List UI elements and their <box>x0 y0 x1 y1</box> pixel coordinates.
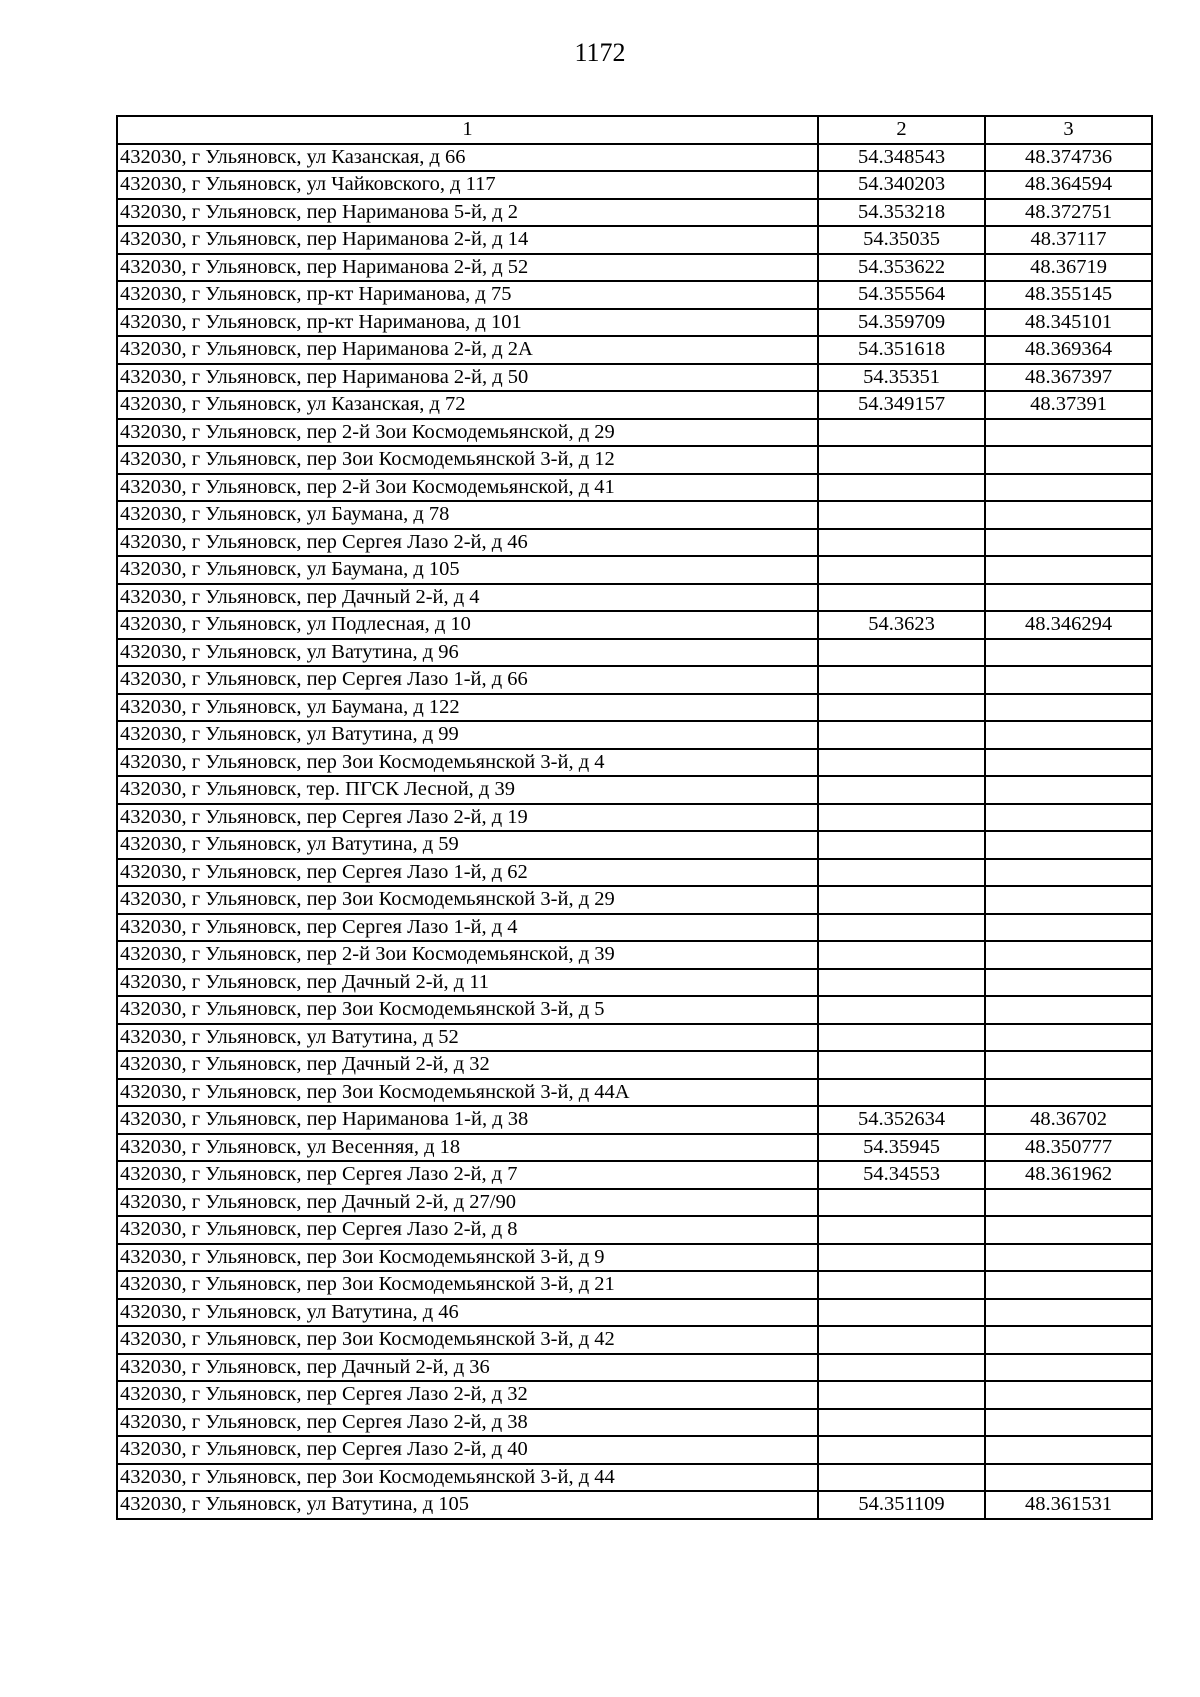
longitude-cell <box>985 1326 1152 1354</box>
table-row <box>117 336 1152 364</box>
address-cell: 432030, г Ульяновск, пер Сергея Лазо 2-й, д 8 <box>117 1216 818 1244</box>
longitude-cell <box>985 749 1152 777</box>
table-row <box>117 1024 1152 1052</box>
address-cell: 432030, г Ульяновск, пер Дачный 2-й, д 32 <box>117 1051 818 1079</box>
longitude-cell: 48.345101 <box>985 309 1152 337</box>
table-row <box>117 171 1152 199</box>
latitude-cell <box>818 694 985 722</box>
longitude-cell: 48.355145 <box>985 281 1152 309</box>
address-cell: 432030, г Ульяновск, пер 2-й Зои Космодемьянской, д 41 <box>117 474 818 502</box>
table-row <box>117 1216 1152 1244</box>
longitude-cell <box>985 804 1152 832</box>
address-cell: 432030, г Ульяновск, пер Зои Космодемьянской 3-й, д 4 <box>117 749 818 777</box>
address-cell: 432030, г Ульяновск, пер Зои Космодемьянской 3-й, д 5 <box>117 996 818 1024</box>
table-row <box>117 226 1152 254</box>
latitude-cell: 54.3623 <box>818 611 985 639</box>
address-cell: 432030, г Ульяновск, пер Зои Космодемьянской 3-й, д 44 <box>117 1464 818 1492</box>
longitude-cell: 48.374736 <box>985 144 1152 172</box>
table-row <box>117 1051 1152 1079</box>
longitude-cell <box>985 1244 1152 1272</box>
table-row <box>117 1464 1152 1492</box>
longitude-cell <box>985 831 1152 859</box>
latitude-cell <box>818 1464 985 1492</box>
latitude-cell: 54.351618 <box>818 336 985 364</box>
latitude-cell <box>818 941 985 969</box>
table-row <box>117 501 1152 529</box>
longitude-cell <box>985 639 1152 667</box>
longitude-cell <box>985 721 1152 749</box>
table-row <box>117 1079 1152 1107</box>
longitude-cell: 48.36702 <box>985 1106 1152 1134</box>
latitude-cell <box>818 501 985 529</box>
latitude-cell <box>818 776 985 804</box>
table-row <box>117 611 1152 639</box>
table-row <box>117 941 1152 969</box>
address-table-container <box>116 115 1153 1520</box>
latitude-cell <box>818 1409 985 1437</box>
table-row <box>117 721 1152 749</box>
address-cell: 432030, г Ульяновск, ул Ватутина, д 96 <box>117 639 818 667</box>
table-row <box>117 474 1152 502</box>
address-cell: 432030, г Ульяновск, пер Сергея Лазо 2-й, д 46 <box>117 529 818 557</box>
table-row <box>117 1436 1152 1464</box>
address-cell: 432030, г Ульяновск, пер Зои Космодемьянской 3-й, д 42 <box>117 1326 818 1354</box>
table-row <box>117 1299 1152 1327</box>
latitude-cell <box>818 859 985 887</box>
table-row <box>117 859 1152 887</box>
longitude-cell <box>985 859 1152 887</box>
longitude-cell <box>985 1024 1152 1052</box>
longitude-cell <box>985 584 1152 612</box>
longitude-cell: 48.350777 <box>985 1134 1152 1162</box>
latitude-cell <box>818 804 985 832</box>
column-header-2: 2 <box>818 116 985 144</box>
latitude-cell <box>818 1024 985 1052</box>
latitude-cell <box>818 1244 985 1272</box>
latitude-cell: 54.353218 <box>818 199 985 227</box>
latitude-cell <box>818 446 985 474</box>
table-header-row <box>117 116 1152 144</box>
table-row <box>117 1381 1152 1409</box>
longitude-cell <box>985 1216 1152 1244</box>
address-cell: 432030, г Ульяновск, пер Сергея Лазо 2-й, д 32 <box>117 1381 818 1409</box>
latitude-cell <box>818 1299 985 1327</box>
table-row <box>117 1271 1152 1299</box>
table-row <box>117 364 1152 392</box>
address-cell: 432030, г Ульяновск, пер Дачный 2-й, д 36 <box>117 1354 818 1382</box>
longitude-cell <box>985 1299 1152 1327</box>
latitude-cell <box>818 721 985 749</box>
table-row <box>117 281 1152 309</box>
address-cell: 432030, г Ульяновск, пер Зои Космодемьянской 3-й, д 12 <box>117 446 818 474</box>
longitude-cell <box>985 694 1152 722</box>
longitude-cell <box>985 1189 1152 1217</box>
address-cell: 432030, г Ульяновск, ул Казанская, д 66 <box>117 144 818 172</box>
table-row <box>117 446 1152 474</box>
latitude-cell <box>818 666 985 694</box>
address-cell: 432030, г Ульяновск, ул Чайковского, д 117 <box>117 171 818 199</box>
address-cell: 432030, г Ульяновск, ул Ватутина, д 59 <box>117 831 818 859</box>
latitude-cell <box>818 831 985 859</box>
column-header-3: 3 <box>985 116 1152 144</box>
address-cell: 432030, г Ульяновск, пер Сергея Лазо 1-й, д 62 <box>117 859 818 887</box>
table-row <box>117 1491 1152 1519</box>
address-cell: 432030, г Ульяновск, пер 2-й Зои Космодемьянской, д 39 <box>117 941 818 969</box>
longitude-cell: 48.36719 <box>985 254 1152 282</box>
latitude-cell: 54.35945 <box>818 1134 985 1162</box>
table-row <box>117 996 1152 1024</box>
table-row <box>117 419 1152 447</box>
longitude-cell <box>985 419 1152 447</box>
latitude-cell: 54.349157 <box>818 391 985 419</box>
address-cell: 432030, г Ульяновск, пер Зои Космодемьянской 3-й, д 44А <box>117 1079 818 1107</box>
address-cell: 432030, г Ульяновск, пер Нариманова 2-й, д 14 <box>117 226 818 254</box>
latitude-cell <box>818 996 985 1024</box>
latitude-cell: 54.348543 <box>818 144 985 172</box>
table-row <box>117 1244 1152 1272</box>
address-cell: 432030, г Ульяновск, пер Нариманова 1-й, д 38 <box>117 1106 818 1134</box>
longitude-cell: 48.372751 <box>985 199 1152 227</box>
longitude-cell <box>985 666 1152 694</box>
table-row <box>117 776 1152 804</box>
address-cell: 432030, г Ульяновск, пер Сергея Лазо 2-й, д 19 <box>117 804 818 832</box>
address-cell: 432030, г Ульяновск, пер Дачный 2-й, д 11 <box>117 969 818 997</box>
address-cell: 432030, г Ульяновск, пер Зои Космодемьянской 3-й, д 9 <box>117 1244 818 1272</box>
address-cell: 432030, г Ульяновск, пер Сергея Лазо 1-й, д 4 <box>117 914 818 942</box>
address-cell: 432030, г Ульяновск, ул Подлесная, д 10 <box>117 611 818 639</box>
latitude-cell <box>818 914 985 942</box>
address-cell: 432030, г Ульяновск, ул Казанская, д 72 <box>117 391 818 419</box>
table-row <box>117 666 1152 694</box>
address-cell: 432030, г Ульяновск, ул Ватутина, д 105 <box>117 1491 818 1519</box>
table-row <box>117 749 1152 777</box>
latitude-cell <box>818 474 985 502</box>
address-cell: 432030, г Ульяновск, пер Дачный 2-й, д 4 <box>117 584 818 612</box>
longitude-cell <box>985 1271 1152 1299</box>
address-cell: 432030, г Ульяновск, пр-кт Нариманова, д 101 <box>117 309 818 337</box>
table-row <box>117 309 1152 337</box>
table-row <box>117 1189 1152 1217</box>
table-row <box>117 694 1152 722</box>
table-row <box>117 199 1152 227</box>
latitude-cell <box>818 969 985 997</box>
latitude-cell <box>818 1326 985 1354</box>
table-row <box>117 1326 1152 1354</box>
longitude-cell: 48.369364 <box>985 336 1152 364</box>
longitude-cell <box>985 1464 1152 1492</box>
table-row <box>117 556 1152 584</box>
address-cell: 432030, г Ульяновск, ул Ватутина, д 46 <box>117 1299 818 1327</box>
longitude-cell <box>985 1409 1152 1437</box>
address-table <box>116 115 1153 1520</box>
longitude-cell: 48.361962 <box>985 1161 1152 1189</box>
latitude-cell <box>818 419 985 447</box>
table-row <box>117 254 1152 282</box>
latitude-cell: 54.35351 <box>818 364 985 392</box>
longitude-cell <box>985 914 1152 942</box>
latitude-cell <box>818 1051 985 1079</box>
address-cell: 432030, г Ульяновск, пер Сергея Лазо 2-й, д 7 <box>117 1161 818 1189</box>
address-cell: 432030, г Ульяновск, пер Зои Космодемьянской 3-й, д 21 <box>117 1271 818 1299</box>
longitude-cell <box>985 556 1152 584</box>
table-row <box>117 969 1152 997</box>
longitude-cell <box>985 1381 1152 1409</box>
table-row <box>117 391 1152 419</box>
latitude-cell <box>818 1216 985 1244</box>
longitude-cell: 48.367397 <box>985 364 1152 392</box>
latitude-cell <box>818 1079 985 1107</box>
address-cell: 432030, г Ульяновск, пер Сергея Лазо 1-й, д 66 <box>117 666 818 694</box>
table-row <box>117 1106 1152 1134</box>
table-row <box>117 886 1152 914</box>
table-row <box>117 529 1152 557</box>
longitude-cell <box>985 996 1152 1024</box>
address-cell: 432030, г Ульяновск, пер 2-й Зои Космодемьянской, д 29 <box>117 419 818 447</box>
latitude-cell <box>818 1381 985 1409</box>
table-row <box>117 1409 1152 1437</box>
longitude-cell <box>985 501 1152 529</box>
table-row <box>117 639 1152 667</box>
longitude-cell <box>985 446 1152 474</box>
longitude-cell <box>985 1354 1152 1382</box>
address-cell: 432030, г Ульяновск, ул Баумана, д 122 <box>117 694 818 722</box>
longitude-cell: 48.37391 <box>985 391 1152 419</box>
longitude-cell <box>985 474 1152 502</box>
latitude-cell <box>818 886 985 914</box>
address-cell: 432030, г Ульяновск, ул Баумана, д 105 <box>117 556 818 584</box>
table-row <box>117 804 1152 832</box>
column-header-1: 1 <box>117 116 818 144</box>
table-row <box>117 914 1152 942</box>
latitude-cell <box>818 1189 985 1217</box>
latitude-cell: 54.352634 <box>818 1106 985 1134</box>
latitude-cell: 54.35035 <box>818 226 985 254</box>
latitude-cell <box>818 1354 985 1382</box>
latitude-cell <box>818 529 985 557</box>
latitude-cell <box>818 556 985 584</box>
latitude-cell: 54.359709 <box>818 309 985 337</box>
latitude-cell <box>818 639 985 667</box>
longitude-cell <box>985 1051 1152 1079</box>
longitude-cell <box>985 1079 1152 1107</box>
table-row <box>117 1134 1152 1162</box>
address-cell: 432030, г Ульяновск, тер. ПГСК Лесной, д 39 <box>117 776 818 804</box>
latitude-cell: 54.34553 <box>818 1161 985 1189</box>
longitude-cell: 48.37117 <box>985 226 1152 254</box>
latitude-cell: 54.355564 <box>818 281 985 309</box>
latitude-cell <box>818 584 985 612</box>
address-cell: 432030, г Ульяновск, пер Сергея Лазо 2-й, д 38 <box>117 1409 818 1437</box>
page-number: 1172 <box>574 38 626 67</box>
address-cell: 432030, г Ульяновск, ул Весенняя, д 18 <box>117 1134 818 1162</box>
address-cell: 432030, г Ульяновск, ул Ватутина, д 99 <box>117 721 818 749</box>
longitude-cell <box>985 941 1152 969</box>
table-row <box>117 144 1152 172</box>
address-cell: 432030, г Ульяновск, ул Баумана, д 78 <box>117 501 818 529</box>
table-row <box>117 1354 1152 1382</box>
address-cell: 432030, г Ульяновск, пер Зои Космодемьянской 3-й, д 29 <box>117 886 818 914</box>
table-row <box>117 1161 1152 1189</box>
latitude-cell <box>818 749 985 777</box>
longitude-cell <box>985 776 1152 804</box>
address-cell: 432030, г Ульяновск, пер Нариманова 2-й, д 52 <box>117 254 818 282</box>
longitude-cell <box>985 529 1152 557</box>
address-cell: 432030, г Ульяновск, пр-кт Нариманова, д 75 <box>117 281 818 309</box>
table-body <box>117 144 1152 1519</box>
latitude-cell: 54.351109 <box>818 1491 985 1519</box>
longitude-cell: 48.346294 <box>985 611 1152 639</box>
address-cell: 432030, г Ульяновск, пер Нариманова 2-й, д 2А <box>117 336 818 364</box>
longitude-cell <box>985 886 1152 914</box>
latitude-cell: 54.353622 <box>818 254 985 282</box>
table-row <box>117 831 1152 859</box>
address-cell: 432030, г Ульяновск, пер Сергея Лазо 2-й, д 40 <box>117 1436 818 1464</box>
latitude-cell <box>818 1436 985 1464</box>
latitude-cell <box>818 1271 985 1299</box>
longitude-cell <box>985 969 1152 997</box>
address-cell: 432030, г Ульяновск, пер Нариманова 5-й, д 2 <box>117 199 818 227</box>
table-row <box>117 584 1152 612</box>
address-cell: 432030, г Ульяновск, ул Ватутина, д 52 <box>117 1024 818 1052</box>
longitude-cell: 48.364594 <box>985 171 1152 199</box>
longitude-cell <box>985 1436 1152 1464</box>
latitude-cell: 54.340203 <box>818 171 985 199</box>
address-cell: 432030, г Ульяновск, пер Дачный 2-й, д 27/90 <box>117 1189 818 1217</box>
address-cell: 432030, г Ульяновск, пер Нариманова 2-й, д 50 <box>117 364 818 392</box>
longitude-cell: 48.361531 <box>985 1491 1152 1519</box>
